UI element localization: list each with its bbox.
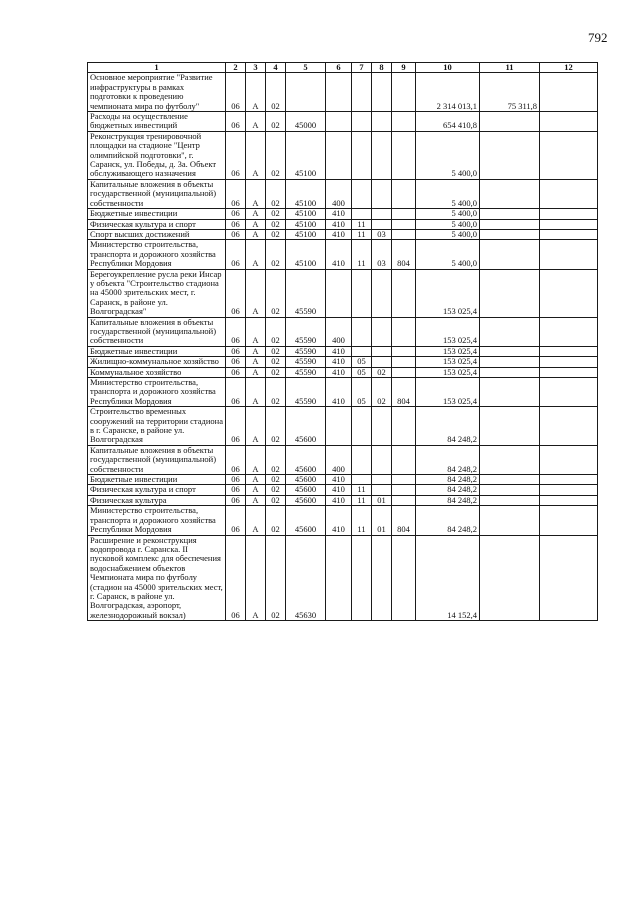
row-name-cell: Капитальные вложения в объекты государственной (муниципальной) собственности: [88, 179, 226, 208]
row-value-cell: А: [246, 475, 266, 485]
row-name-cell: Министерство строительства, транспорта и дорожного хозяйства Республики Мордовия: [88, 378, 226, 407]
column-header-5: 5: [286, 63, 326, 73]
row-value-cell: [372, 73, 392, 112]
row-value-cell: [392, 179, 416, 208]
row-value-cell: [372, 219, 392, 229]
column-header-11: 11: [480, 63, 540, 73]
row-value-cell: 654 410,8: [416, 112, 480, 132]
row-value-cell: 45100: [286, 179, 326, 208]
row-value-cell: А: [246, 209, 266, 219]
row-value-cell: 06: [226, 229, 246, 239]
column-header-12: 12: [540, 63, 598, 73]
row-name-cell: Бюджетные инвестиции: [88, 475, 226, 485]
row-value-cell: [392, 112, 416, 132]
row-value-cell: 84 248,2: [416, 485, 480, 495]
row-value-cell: А: [246, 495, 266, 505]
row-value-cell: 02: [266, 131, 286, 179]
table-row: [88, 485, 598, 495]
row-value-cell: 45600: [286, 407, 326, 446]
row-value-cell: 02: [266, 485, 286, 495]
row-value-cell: 410: [326, 346, 352, 356]
row-name-cell: Строительство временных сооружений на территории стадиона в г. Саранске, в районе ул. Волгоградская: [88, 407, 226, 446]
row-value-cell: [372, 445, 392, 474]
table-row: [88, 378, 598, 407]
row-value-cell: 06: [226, 506, 246, 535]
row-value-cell: [372, 535, 392, 621]
row-value-cell: 5 400,0: [416, 229, 480, 239]
row-value-cell: [480, 445, 540, 474]
column-header-6: 6: [326, 63, 352, 73]
row-value-cell: [372, 179, 392, 208]
row-value-cell: [540, 445, 598, 474]
row-value-cell: [480, 475, 540, 485]
row-value-cell: 84 248,2: [416, 407, 480, 446]
row-value-cell: 02: [372, 378, 392, 407]
row-value-cell: 06: [226, 131, 246, 179]
column-header-4: 4: [266, 63, 286, 73]
row-value-cell: [352, 407, 372, 446]
row-value-cell: 06: [226, 535, 246, 621]
row-value-cell: 804: [392, 378, 416, 407]
row-value-cell: [540, 475, 598, 485]
row-value-cell: 410: [326, 240, 352, 269]
row-value-cell: 75 311,8: [480, 73, 540, 112]
row-value-cell: 05: [352, 357, 372, 367]
row-value-cell: 410: [326, 219, 352, 229]
row-value-cell: [480, 269, 540, 317]
row-value-cell: [326, 73, 352, 112]
row-value-cell: 02: [266, 219, 286, 229]
table-body: [88, 73, 598, 621]
row-value-cell: [540, 357, 598, 367]
row-value-cell: 14 152,4: [416, 535, 480, 621]
row-value-cell: 153 025,4: [416, 346, 480, 356]
column-header-9: 9: [392, 63, 416, 73]
row-value-cell: 06: [226, 475, 246, 485]
row-value-cell: [392, 445, 416, 474]
row-value-cell: [540, 219, 598, 229]
table-row: [88, 317, 598, 346]
row-value-cell: 11: [352, 229, 372, 239]
table-row: [88, 73, 598, 112]
row-value-cell: 5 400,0: [416, 240, 480, 269]
table-row: [88, 240, 598, 269]
row-value-cell: [480, 317, 540, 346]
row-value-cell: А: [246, 219, 266, 229]
column-header-10: 10: [416, 63, 480, 73]
row-value-cell: [372, 317, 392, 346]
row-value-cell: [392, 407, 416, 446]
row-name-cell: Министерство строительства, транспорта и дорожного хозяйства Республики Мордовия: [88, 506, 226, 535]
row-value-cell: 02: [266, 317, 286, 346]
row-value-cell: [480, 209, 540, 219]
row-value-cell: А: [246, 378, 266, 407]
row-value-cell: [480, 219, 540, 229]
row-value-cell: [480, 378, 540, 407]
row-name-cell: Физическая культура и спорт: [88, 485, 226, 495]
row-value-cell: 02: [266, 445, 286, 474]
row-value-cell: А: [246, 131, 266, 179]
budget-table: [87, 62, 598, 621]
row-value-cell: 84 248,2: [416, 506, 480, 535]
row-value-cell: [372, 475, 392, 485]
row-value-cell: [372, 269, 392, 317]
table-row: [88, 367, 598, 377]
row-value-cell: 11: [352, 506, 372, 535]
row-value-cell: [540, 346, 598, 356]
row-value-cell: [480, 131, 540, 179]
row-value-cell: 02: [266, 407, 286, 446]
row-value-cell: [540, 367, 598, 377]
row-value-cell: 05: [352, 367, 372, 377]
row-value-cell: 84 248,2: [416, 445, 480, 474]
row-value-cell: 5 400,0: [416, 209, 480, 219]
row-value-cell: 45100: [286, 131, 326, 179]
row-value-cell: [480, 179, 540, 208]
row-value-cell: 11: [352, 240, 372, 269]
row-value-cell: [352, 535, 372, 621]
row-value-cell: [352, 346, 372, 356]
row-value-cell: 410: [326, 209, 352, 219]
row-value-cell: 410: [326, 357, 352, 367]
row-value-cell: 03: [372, 240, 392, 269]
row-value-cell: 45100: [286, 219, 326, 229]
row-value-cell: [326, 407, 352, 446]
row-value-cell: А: [246, 535, 266, 621]
table-row: [88, 407, 598, 446]
row-value-cell: 06: [226, 269, 246, 317]
row-value-cell: 45600: [286, 506, 326, 535]
row-value-cell: [352, 131, 372, 179]
row-value-cell: [372, 485, 392, 495]
row-value-cell: 02: [266, 495, 286, 505]
table-row: [88, 131, 598, 179]
row-value-cell: А: [246, 367, 266, 377]
column-header-7: 7: [352, 63, 372, 73]
row-value-cell: 45100: [286, 240, 326, 269]
row-value-cell: [352, 179, 372, 208]
row-value-cell: [480, 367, 540, 377]
row-value-cell: [392, 219, 416, 229]
row-value-cell: [392, 269, 416, 317]
row-value-cell: [392, 209, 416, 219]
table-row: [88, 112, 598, 132]
row-name-cell: Физическая культура и спорт: [88, 219, 226, 229]
row-value-cell: 400: [326, 317, 352, 346]
row-value-cell: [392, 73, 416, 112]
row-value-cell: [326, 112, 352, 132]
row-value-cell: [372, 131, 392, 179]
row-name-cell: Бюджетные инвестиции: [88, 209, 226, 219]
row-value-cell: 06: [226, 209, 246, 219]
row-value-cell: [540, 317, 598, 346]
row-value-cell: 804: [392, 506, 416, 535]
row-name-cell: Берегоукрепление русла реки Инсар у объекта "Строительство стадиона на 45000 зрительских мест, г. Саранск, в районе ул. Волгоградская": [88, 269, 226, 317]
row-value-cell: [352, 269, 372, 317]
row-value-cell: [392, 367, 416, 377]
row-value-cell: 45590: [286, 367, 326, 377]
row-value-cell: 02: [266, 346, 286, 356]
row-name-cell: Капитальные вложения в объекты государственной (муниципальной) собственности: [88, 317, 226, 346]
row-value-cell: [392, 317, 416, 346]
table-row: [88, 357, 598, 367]
row-value-cell: [540, 269, 598, 317]
row-value-cell: [480, 535, 540, 621]
row-value-cell: 45600: [286, 445, 326, 474]
row-value-cell: 5 400,0: [416, 179, 480, 208]
row-value-cell: [352, 209, 372, 219]
row-value-cell: 02: [266, 179, 286, 208]
row-value-cell: [372, 209, 392, 219]
table-row: [88, 269, 598, 317]
row-name-cell: Бюджетные инвестиции: [88, 346, 226, 356]
row-value-cell: 410: [326, 475, 352, 485]
row-value-cell: 153 025,4: [416, 317, 480, 346]
row-value-cell: А: [246, 506, 266, 535]
row-value-cell: [540, 179, 598, 208]
row-value-cell: [326, 535, 352, 621]
row-value-cell: А: [246, 240, 266, 269]
row-name-cell: Расходы на осуществление бюджетных инвестиций: [88, 112, 226, 132]
row-value-cell: 45600: [286, 475, 326, 485]
page-number: 792: [588, 30, 608, 45]
row-value-cell: [540, 378, 598, 407]
row-value-cell: 45590: [286, 378, 326, 407]
column-header-8: 8: [372, 63, 392, 73]
table-row: [88, 495, 598, 505]
table-row: [88, 346, 598, 356]
row-value-cell: [372, 407, 392, 446]
row-value-cell: 02: [266, 506, 286, 535]
row-value-cell: 45100: [286, 209, 326, 219]
row-value-cell: [392, 229, 416, 239]
row-value-cell: [480, 240, 540, 269]
row-value-cell: 410: [326, 378, 352, 407]
table-row: [88, 535, 598, 621]
table-header-row: [88, 63, 598, 73]
row-value-cell: 45100: [286, 229, 326, 239]
row-value-cell: 45000: [286, 112, 326, 132]
row-name-cell: Министерство строительства, транспорта и дорожного хозяйства Республики Мордовия: [88, 240, 226, 269]
row-value-cell: [540, 112, 598, 132]
row-value-cell: [352, 112, 372, 132]
row-value-cell: 06: [226, 445, 246, 474]
row-value-cell: [540, 495, 598, 505]
row-value-cell: 02: [372, 367, 392, 377]
row-value-cell: [540, 131, 598, 179]
row-name-cell: Расширение и реконструкция водопровода г. Саранска. II пусковой комплекс для обеспечения водоснабжением объектов Чемпионата мира по футболу (стадион на 45000 зрительских мест, г. Саранск, в районе ул. Волгоградская, аэропорт, железнодорожный вокзал): [88, 535, 226, 621]
row-value-cell: 45630: [286, 535, 326, 621]
row-value-cell: 03: [372, 229, 392, 239]
row-value-cell: 06: [226, 219, 246, 229]
row-value-cell: [352, 445, 372, 474]
row-value-cell: [392, 131, 416, 179]
row-value-cell: 06: [226, 346, 246, 356]
row-value-cell: 06: [226, 357, 246, 367]
row-value-cell: [326, 131, 352, 179]
table-row: [88, 229, 598, 239]
row-value-cell: 02: [266, 112, 286, 132]
row-value-cell: 410: [326, 506, 352, 535]
row-value-cell: [540, 535, 598, 621]
column-header-2: 2: [226, 63, 246, 73]
row-value-cell: [540, 506, 598, 535]
row-value-cell: [480, 346, 540, 356]
row-value-cell: 02: [266, 475, 286, 485]
row-value-cell: 06: [226, 179, 246, 208]
row-value-cell: 01: [372, 495, 392, 505]
row-value-cell: 2 314 013,1: [416, 73, 480, 112]
row-name-cell: Физическая культура: [88, 495, 226, 505]
row-value-cell: 06: [226, 367, 246, 377]
row-value-cell: [352, 317, 372, 346]
row-value-cell: [540, 229, 598, 239]
row-value-cell: 02: [266, 535, 286, 621]
row-value-cell: 153 025,4: [416, 367, 480, 377]
row-value-cell: 06: [226, 240, 246, 269]
row-value-cell: [392, 346, 416, 356]
row-value-cell: А: [246, 485, 266, 495]
row-value-cell: [392, 357, 416, 367]
row-value-cell: 02: [266, 378, 286, 407]
row-value-cell: 02: [266, 209, 286, 219]
row-value-cell: 06: [226, 73, 246, 112]
row-value-cell: 410: [326, 229, 352, 239]
row-value-cell: А: [246, 357, 266, 367]
row-value-cell: [372, 357, 392, 367]
row-value-cell: [480, 229, 540, 239]
row-value-cell: 11: [352, 219, 372, 229]
row-value-cell: А: [246, 73, 266, 112]
row-value-cell: [392, 485, 416, 495]
row-value-cell: [540, 407, 598, 446]
table-row: [88, 475, 598, 485]
row-value-cell: 06: [226, 112, 246, 132]
row-value-cell: А: [246, 269, 266, 317]
row-name-cell: Основное мероприятие "Развитие инфраструктуры в рамках подготовки к проведению чемпионата мира по футболу": [88, 73, 226, 112]
row-value-cell: 45600: [286, 485, 326, 495]
row-name-cell: Жилищно-коммунальное хозяйство: [88, 357, 226, 367]
row-value-cell: 5 400,0: [416, 131, 480, 179]
row-value-cell: 02: [266, 229, 286, 239]
row-value-cell: 45590: [286, 346, 326, 356]
row-name-cell: Капитальные вложения в объекты государственной (муниципальной) собственности: [88, 445, 226, 474]
row-value-cell: [286, 73, 326, 112]
row-value-cell: 05: [352, 378, 372, 407]
row-value-cell: 01: [372, 506, 392, 535]
row-value-cell: 400: [326, 445, 352, 474]
row-value-cell: 5 400,0: [416, 219, 480, 229]
row-value-cell: 153 025,4: [416, 378, 480, 407]
column-header-3: 3: [246, 63, 266, 73]
row-value-cell: 45590: [286, 317, 326, 346]
row-value-cell: [540, 209, 598, 219]
row-value-cell: 45590: [286, 269, 326, 317]
row-value-cell: 02: [266, 269, 286, 317]
row-value-cell: А: [246, 112, 266, 132]
row-value-cell: [480, 112, 540, 132]
row-value-cell: 06: [226, 485, 246, 495]
row-value-cell: 153 025,4: [416, 357, 480, 367]
row-value-cell: [372, 346, 392, 356]
row-value-cell: 06: [226, 407, 246, 446]
row-value-cell: [480, 407, 540, 446]
row-value-cell: [480, 485, 540, 495]
row-value-cell: 84 248,2: [416, 475, 480, 485]
row-value-cell: 06: [226, 317, 246, 346]
row-value-cell: 02: [266, 240, 286, 269]
row-value-cell: 410: [326, 367, 352, 377]
row-value-cell: [326, 269, 352, 317]
row-value-cell: [480, 357, 540, 367]
row-value-cell: [392, 495, 416, 505]
row-value-cell: 45600: [286, 495, 326, 505]
row-value-cell: [480, 495, 540, 505]
row-value-cell: 02: [266, 367, 286, 377]
table-row: [88, 209, 598, 219]
row-name-cell: Реконструкция тренировочной площадки на стадионе "Центр олимпийской подготовки", г. Саранск, ул. Победы, д. 3а. Объект обслуживающего назначения: [88, 131, 226, 179]
row-value-cell: 410: [326, 485, 352, 495]
row-value-cell: 02: [266, 73, 286, 112]
row-value-cell: 804: [392, 240, 416, 269]
row-value-cell: А: [246, 179, 266, 208]
table-row: [88, 445, 598, 474]
column-header-1: 1: [88, 63, 226, 73]
row-value-cell: [352, 73, 372, 112]
row-value-cell: 410: [326, 495, 352, 505]
row-value-cell: 84 248,2: [416, 495, 480, 505]
row-value-cell: [392, 535, 416, 621]
row-value-cell: 11: [352, 485, 372, 495]
row-value-cell: А: [246, 407, 266, 446]
row-value-cell: 153 025,4: [416, 269, 480, 317]
row-value-cell: [480, 506, 540, 535]
row-value-cell: А: [246, 346, 266, 356]
row-value-cell: 400: [326, 179, 352, 208]
table-row: [88, 219, 598, 229]
row-value-cell: 06: [226, 495, 246, 505]
row-value-cell: [540, 240, 598, 269]
row-value-cell: [352, 475, 372, 485]
row-value-cell: [372, 112, 392, 132]
row-value-cell: [540, 73, 598, 112]
table-row: [88, 179, 598, 208]
row-value-cell: [540, 485, 598, 495]
row-value-cell: 45590: [286, 357, 326, 367]
row-value-cell: 02: [266, 357, 286, 367]
row-value-cell: 11: [352, 495, 372, 505]
row-value-cell: А: [246, 445, 266, 474]
row-value-cell: А: [246, 317, 266, 346]
row-value-cell: А: [246, 229, 266, 239]
row-value-cell: [392, 475, 416, 485]
table-row: [88, 506, 598, 535]
row-value-cell: 06: [226, 378, 246, 407]
row-name-cell: Коммунальное хозяйство: [88, 367, 226, 377]
row-name-cell: Спорт высших достижений: [88, 229, 226, 239]
